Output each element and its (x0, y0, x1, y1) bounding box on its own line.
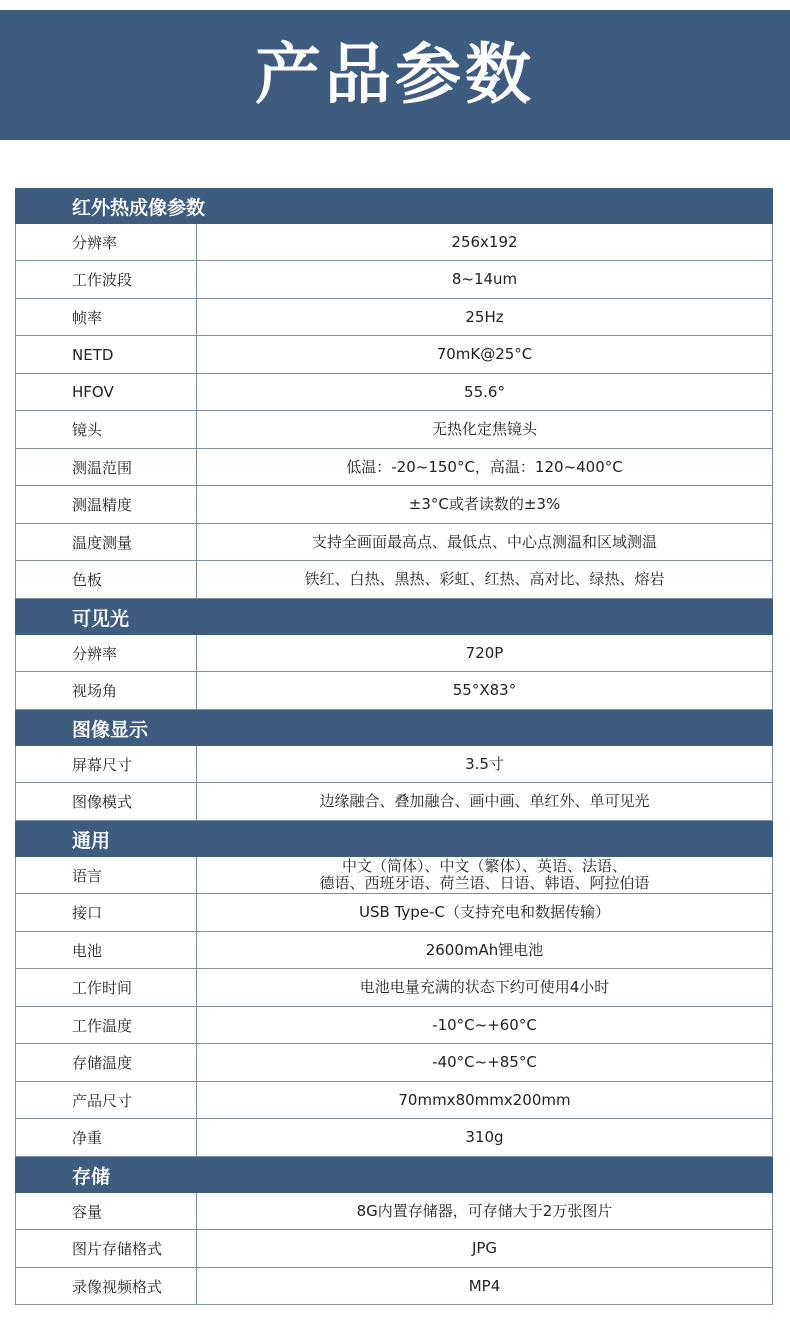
row-label: 工作温度 (16, 1007, 197, 1043)
row-label: 产品尺寸 (16, 1082, 197, 1118)
table-row (15, 932, 773, 969)
table-row (15, 486, 773, 524)
row-label: 色板 (16, 561, 197, 598)
row-label: 电池 (16, 932, 197, 968)
page-title: 产品参数 (255, 36, 535, 113)
row-label: 工作时间 (16, 969, 197, 1006)
table-row (15, 374, 773, 411)
row-label: 帧率 (16, 299, 197, 335)
row-label: 镜头 (16, 411, 197, 448)
table-row (15, 561, 773, 599)
row-value: 中文（简体）、中文（繁体）、英语、法语、 德语、西班牙语、荷兰语、日语、韩语、阿拉伯语 (319, 857, 650, 892)
row-value: 铁红、白热、黑热、彩虹、红热、高对比、绿热、熔岩 (304, 570, 665, 588)
table-row (15, 746, 773, 783)
row-value: JPG (471, 1239, 498, 1257)
table-row (15, 299, 773, 336)
row-label: 录像视频格式 (16, 1268, 197, 1304)
row-value: MP4 (468, 1276, 501, 1295)
row-label: 视场角 (16, 672, 197, 709)
row-value: 70mmx80mmx200mm (398, 1090, 571, 1109)
row-value: 25Hz (465, 307, 504, 326)
table-row (15, 449, 773, 486)
row-label: 分辨率 (16, 635, 197, 671)
table-row (15, 1193, 773, 1230)
table-row (15, 857, 773, 894)
table-row (15, 1230, 773, 1268)
table-row (15, 224, 773, 261)
row-label: NETD (16, 336, 197, 373)
row-value: 256x192 (451, 232, 518, 251)
row-label: 分辨率 (16, 224, 197, 260)
table-row (15, 969, 773, 1007)
row-value: 边缘融合、叠加融合、画中画、单红外、单可见光 (319, 792, 650, 810)
row-label: 接口 (16, 894, 197, 931)
row-value: 8G内置存储器，可存储大于2万张图片 (356, 1201, 613, 1220)
table-row (15, 1007, 773, 1044)
row-label: 屏幕尺寸 (16, 746, 197, 782)
table-row (15, 524, 773, 561)
row-label: 图像模式 (16, 783, 197, 820)
row-label: 容量 (16, 1193, 197, 1229)
row-value: 8~14um (451, 270, 518, 288)
row-value: 310g (465, 1128, 504, 1146)
row-label: 温度测量 (16, 524, 197, 560)
table-row (15, 783, 773, 821)
row-value: USB Type-C（支持充电和数据传输） (359, 903, 610, 921)
spec-table (15, 188, 773, 1305)
table-row (15, 1044, 773, 1082)
row-value: 70mK@25°C (436, 345, 533, 363)
row-label: 测温精度 (16, 486, 197, 523)
row-value: -40°C~+85°C (432, 1053, 537, 1071)
row-label: 工作波段 (16, 261, 197, 298)
row-value: 支持全画面最高点、最低点、中心点测温和区域测温 (311, 532, 657, 551)
section-header: 通用 (15, 821, 773, 857)
table-row (15, 261, 773, 299)
table-row (15, 635, 773, 672)
row-value: 无热化定焦镜头 (431, 420, 537, 438)
row-value: 55°X83° (452, 681, 517, 699)
row-value: 低温：-20~150°C，高温：120~400°C (346, 457, 623, 476)
table-row (15, 894, 773, 932)
table-row (15, 336, 773, 374)
row-value: 电池电量充满的状态下约可使用4小时 (359, 978, 610, 996)
row-value: -10°C~+60°C (432, 1015, 537, 1034)
row-value: 2600mAh锂电池 (425, 940, 544, 959)
title-banner (0, 10, 790, 140)
row-label: 图片存储格式 (16, 1230, 197, 1267)
section-header: 可见光 (15, 599, 773, 635)
section-header: 红外热成像参数 (15, 188, 773, 224)
row-value: ±3°C或者读数的±3% (408, 495, 561, 513)
row-label: 测温范围 (16, 449, 197, 485)
row-value: 720P (465, 643, 504, 662)
table-row (15, 411, 773, 449)
row-value: 3.5寸 (465, 754, 504, 773)
row-value: 55.6° (464, 382, 505, 401)
section-header: 图像显示 (15, 710, 773, 746)
row-label: 语言 (16, 857, 197, 893)
table-row (15, 672, 773, 710)
table-row (15, 1119, 773, 1157)
row-label: HFOV (16, 374, 197, 410)
section-header: 存储 (15, 1157, 773, 1193)
row-label: 净重 (16, 1119, 197, 1156)
table-row (15, 1268, 773, 1305)
table-row (15, 1082, 773, 1119)
row-label: 存储温度 (16, 1044, 197, 1081)
